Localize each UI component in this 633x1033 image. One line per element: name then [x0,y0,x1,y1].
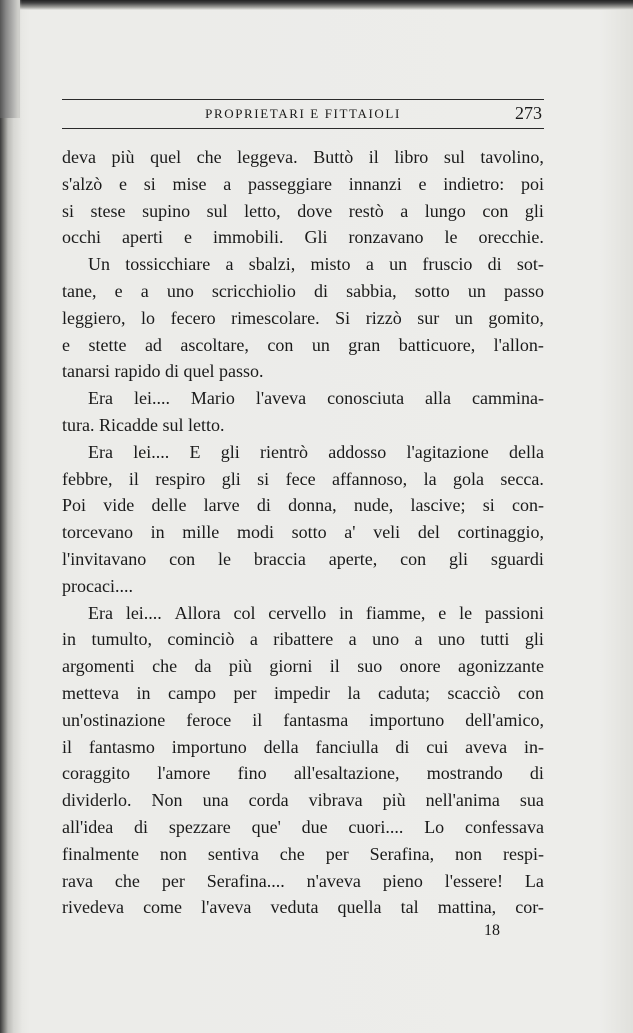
word: più [111,147,135,167]
word: sur [417,307,440,328]
word: con [400,548,427,569]
word: due [301,816,328,837]
text-line [62,251,544,278]
word: leggiero, [62,307,126,328]
word: l'allon- [493,334,544,355]
word: l'amore [157,763,211,784]
word: tumulto, [91,629,152,650]
word: donna, [288,495,337,516]
word: sabbia, [346,280,397,301]
word: campo [168,682,216,703]
word: uno [437,629,465,650]
word: passo [503,280,544,301]
word: Non [151,790,183,811]
word: caduta; [377,682,430,703]
word: nude, [353,495,394,516]
text-line [62,894,544,921]
word: conosciuta [327,388,405,409]
word: un'ostinazione [62,709,166,730]
word: tossicchiare [125,254,211,275]
word: cervello [268,602,327,623]
word: un [389,254,408,275]
body-text [62,144,544,921]
word: di [529,763,544,784]
word: di [256,495,271,516]
word: dividerlo. [62,790,132,811]
text-line [62,760,544,787]
word: mise [172,173,207,194]
word: il [128,468,139,489]
word: lascive; [410,495,466,516]
word: per [233,682,257,703]
text-line [62,814,544,841]
word: a [223,173,232,194]
word: e [418,173,427,194]
word: innanzi [348,173,402,194]
word: addosso [328,441,387,462]
text-line [62,144,544,171]
word: rava [62,870,93,891]
word: non [159,843,187,864]
word: da [194,656,212,677]
word: gran [348,334,381,355]
word: a [140,280,149,301]
word: cominciò [167,629,235,650]
text-line: tanarsi rapido di quel passo. [62,361,264,382]
word: vibrava [308,790,363,811]
word: e [62,334,70,355]
text-line [62,707,544,734]
word: gli [221,468,241,489]
word: deva [62,147,96,167]
word: dove [297,200,333,221]
word: secca. [500,468,544,489]
word: Mario [190,388,235,409]
word: col [233,602,256,623]
word: libro [394,147,429,167]
page-corner-shadow [0,0,20,118]
word: leggeva. [237,147,298,167]
word: con- [511,495,544,516]
word: le [459,602,473,623]
text-line: procaci.... [62,575,133,596]
word: letto, [244,200,281,221]
word: metteva [62,682,119,703]
word: misto [310,254,351,275]
word: l'aveva [201,897,252,918]
word: sotto [414,280,450,301]
word: all'idea [62,816,114,837]
word: l'essere! [444,870,503,891]
word: sot- [516,254,544,275]
word: e [183,227,192,248]
word: cor- [515,897,544,918]
word: importuno [369,709,445,730]
word: Si [335,307,351,328]
word: gli [220,441,240,462]
word: un [454,307,473,328]
word: ronzavano [348,227,424,248]
word: lei.... [125,602,162,623]
word: agonizzante [458,656,544,677]
word: coraggito [62,763,130,784]
word: le [444,227,458,248]
word: a [400,200,409,221]
word: gli [449,548,469,569]
word: a [249,629,258,650]
word: come [143,897,183,918]
text-line [62,519,544,546]
text-line [62,198,544,225]
word: corda [248,790,289,811]
word: della [263,736,299,757]
word: che [152,656,178,677]
word: si [257,468,270,489]
word: modi [236,522,274,543]
word: scacciò [447,682,501,703]
word: a' [344,522,356,543]
word: gomito, [488,307,544,328]
word: di [395,736,410,757]
word: cuori.... [348,816,404,837]
word: sul [206,200,228,221]
word: in [62,629,77,650]
word: gola [453,468,484,489]
word: scricchiolio [211,280,296,301]
word: gli [524,629,544,650]
word: Gli [304,227,328,248]
word: aveva [465,736,508,757]
text-line [62,439,544,466]
word: ad [144,334,162,355]
word: che [279,843,305,864]
word: occhi [62,227,101,248]
word: Era [88,602,113,623]
text-line [62,466,544,493]
word: sul [443,147,465,167]
word: più [382,790,406,811]
word: cortinaggio, [457,522,544,543]
word: più [228,656,252,677]
word: Serafina.... [206,870,285,891]
word: E [189,441,201,462]
word: a [414,629,423,650]
word: rimescolare. [231,307,320,328]
word: l'agitazione [406,441,489,462]
word: la [423,468,437,489]
word: respiro [155,468,206,489]
word: ribattere [273,629,334,650]
word: e [118,173,127,194]
word: aperte, [328,548,378,569]
word: rivedeva [62,897,124,918]
word: fino [237,763,267,784]
word: in- [523,736,544,757]
word: onore [399,656,441,677]
word: lungo [424,200,466,221]
header-rule-bottom [62,128,544,129]
word: alla [425,388,452,409]
word: dell'amico, [465,709,544,730]
word: tavolino, [480,147,544,167]
word: mostrando [426,763,503,784]
word: passeggiare [248,173,332,194]
word: torcevano [62,522,133,543]
word: fantasma [283,709,349,730]
word: a [225,254,234,275]
word: veduta [270,897,319,918]
word: immobili. [212,227,284,248]
word: feroce [186,709,232,730]
text-line [62,332,544,359]
text-line [62,734,544,761]
page-binding-edge [0,0,22,1033]
word: sentiva [207,843,259,864]
word: e [114,280,123,301]
word: lei.... [133,441,170,462]
word: uno [166,280,194,301]
word: di [134,816,149,837]
word: per [325,843,349,864]
word: fiamme, [365,602,426,623]
word: sotto [291,522,327,543]
word: mattina, [437,897,497,918]
word: fecero [170,307,216,328]
word: mille [182,522,220,543]
text-line [62,653,544,680]
word: sguardi [490,548,544,569]
word: stese [90,200,126,221]
word: non [455,843,483,864]
word: fanciulla [315,736,379,757]
word: all'esaltazione, [293,763,400,784]
word: fece [285,468,316,489]
text-line [62,868,544,895]
word: fantasmo [88,736,155,757]
word: il [368,147,379,167]
word: un [311,334,330,355]
word: cammina- [471,388,544,409]
word: con [482,200,509,221]
text-line [62,600,544,627]
page-number: 273 [515,103,542,123]
word: lei.... [133,388,170,409]
text-line [62,787,544,814]
text-line [62,278,544,305]
word: del [417,522,440,543]
word: lo [141,307,156,328]
word: si [482,495,495,516]
word: spezzare [168,816,231,837]
word: con [517,682,544,703]
word: respi- [502,843,544,864]
word: batticuore, [398,334,476,355]
word: la [347,682,361,703]
text-line [62,841,544,868]
word: delle [151,495,187,516]
word: che [114,870,140,891]
word: La [524,870,544,891]
word: si [62,200,75,221]
word: sua [519,790,544,811]
page-header [62,94,544,130]
page-top-edge [0,0,633,10]
word: febbre, [62,468,113,489]
word: quella [337,897,382,918]
text-line [62,305,544,332]
word: in [150,522,165,543]
word: gli [524,200,544,221]
word: orecchie. [478,227,544,248]
word: Serafina, [369,843,435,864]
word: nell'anima [425,790,500,811]
word: suo [357,656,383,677]
text-line [62,492,544,519]
word: un [467,280,486,301]
text-line [62,224,544,251]
word: per [161,870,185,891]
word: il [62,736,73,757]
word: di [314,280,329,301]
word: una [202,790,229,811]
word: Allora [174,602,221,623]
word: in [339,602,354,623]
word: n'aveva [306,870,361,891]
word: della [508,441,544,462]
word: con [267,334,294,355]
text-line: tura. Ricadde sul letto. [62,414,225,435]
word: di [487,254,502,275]
word: Poi [62,495,87,516]
text-line [62,546,544,573]
word: sbalzi, [248,254,296,275]
word: pieno [382,870,423,891]
word: a [348,629,357,650]
word: restò [348,200,384,221]
word: affannoso, [332,468,408,489]
word: larve [203,495,240,516]
word: poi [520,173,544,194]
word: impedir [273,682,330,703]
word: stette [88,334,127,355]
word: tutti [480,629,510,650]
running-head: PROPRIETARI E FITTAIOLI [205,106,401,121]
word: aperti [121,227,163,248]
word: passioni [484,602,544,623]
word: fruscio [422,254,473,275]
word: cui [426,736,449,757]
text-line [62,385,544,412]
word: finalmente [62,843,139,864]
word: Era [88,441,113,462]
word: s'alzò [62,173,103,194]
word: tane, [62,280,97,301]
word: Buttò [313,147,354,167]
word: a [365,254,374,275]
word: l'invitavano [62,548,147,569]
word: indietro: [443,173,505,194]
word: argomenti [62,656,135,677]
word: il [329,656,340,677]
word: supino [142,200,191,221]
text-line [62,171,544,198]
word: rizzò [365,307,402,328]
word: tal [400,897,419,918]
word: ascoltare, [180,334,249,355]
word: confessava [464,816,544,837]
word: veli [373,522,401,543]
word: Era [88,388,113,409]
word: Un [88,254,110,275]
word: giorni [269,656,313,677]
header-rule-top [62,99,544,100]
signature-mark: 18 [484,922,500,939]
word: il [252,709,263,730]
word: con [169,548,196,569]
word: importuno [171,736,247,757]
word: l'aveva [255,388,307,409]
word: quel [150,147,182,167]
text-line [62,626,544,653]
word: que' [251,816,281,837]
word: braccia [253,548,306,569]
word: si [143,173,156,194]
word: uno [372,629,400,650]
word: rientrò [260,441,308,462]
word: Lo [424,816,445,837]
word: che [196,147,222,167]
word: e [438,602,447,623]
word: le [218,548,232,569]
word: vide [103,495,135,516]
text-line [62,680,544,707]
word: in [136,682,151,703]
